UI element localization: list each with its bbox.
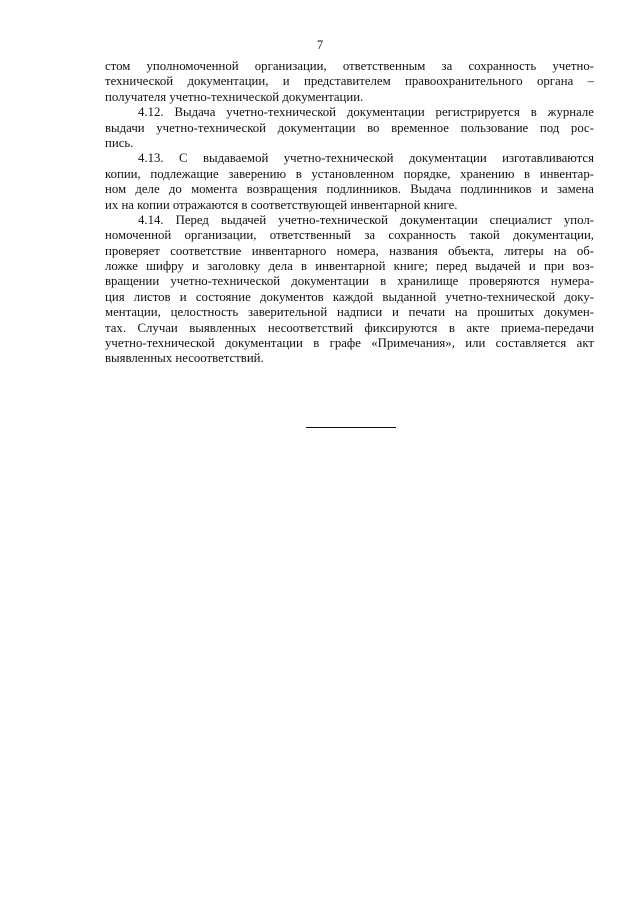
- text-line: их на копии отражаются в соответствующей инвентарной книге.: [105, 197, 458, 212]
- text-line: выдачи учетно-технической документации во временное пользование под рос-: [105, 120, 594, 135]
- text-line: тах. Случаи выявленных несоответствий фиксируются в акте приема-передачи: [105, 320, 594, 335]
- text-line: ложке шифру и заголовку дела в инвентарной книге; перед выдачей и при воз-: [105, 259, 594, 274]
- end-separator-line: [306, 427, 396, 428]
- text-line: получателя учетно-технической документации.: [105, 89, 364, 104]
- paragraph-4-14: [105, 213, 594, 367]
- paragraph-4-13: [105, 151, 594, 213]
- text-line: копии, подлежащие заверению в установленном порядке, хранению в инвентар-: [105, 166, 594, 181]
- page-number: 7: [316, 38, 324, 52]
- text-line: пись.: [105, 135, 134, 150]
- text-line: 4.14. Перед выдачей учетно-технической документации специалист упол-: [138, 212, 594, 227]
- text-line: технической документации, и представителем правоохранительного органа –: [105, 74, 594, 89]
- body-text: [105, 59, 594, 367]
- text-line: 4.12. Выдача учетно-технической документации регистрируется в журнале: [138, 105, 594, 120]
- text-line: 4.13. С выдаваемой учетно-технической документации изготавливаются: [138, 151, 594, 166]
- text-line: выявленных несоответствий.: [105, 351, 264, 366]
- text-line: учетно-технической документации в графе «Примечания», или составляется акт: [105, 336, 594, 351]
- text-line: ция листов и состояние документов каждой выданной учетно-технической доку-: [105, 289, 594, 304]
- paragraph-continuation: [105, 59, 594, 105]
- text-line: ном деле до момента возвращения подлинников. Выдача подлинников и замена: [105, 182, 594, 197]
- text-line: вращении учетно-технической документации в хранилище проверяются нумера-: [105, 274, 594, 289]
- text-line: проверяет соответствие инвентарного номера, названия объекта, литеры на об-: [105, 243, 594, 258]
- text-line: ментации, целостность заверительной надписи и печати на прошитых докумен-: [105, 305, 594, 320]
- text-line: стом уполномоченной организации, ответственным за сохранность учетно-: [105, 59, 594, 73]
- text-line: номоченной организации, ответственный за сохранность такой документации,: [105, 228, 594, 243]
- paragraph-4-12: [105, 105, 594, 151]
